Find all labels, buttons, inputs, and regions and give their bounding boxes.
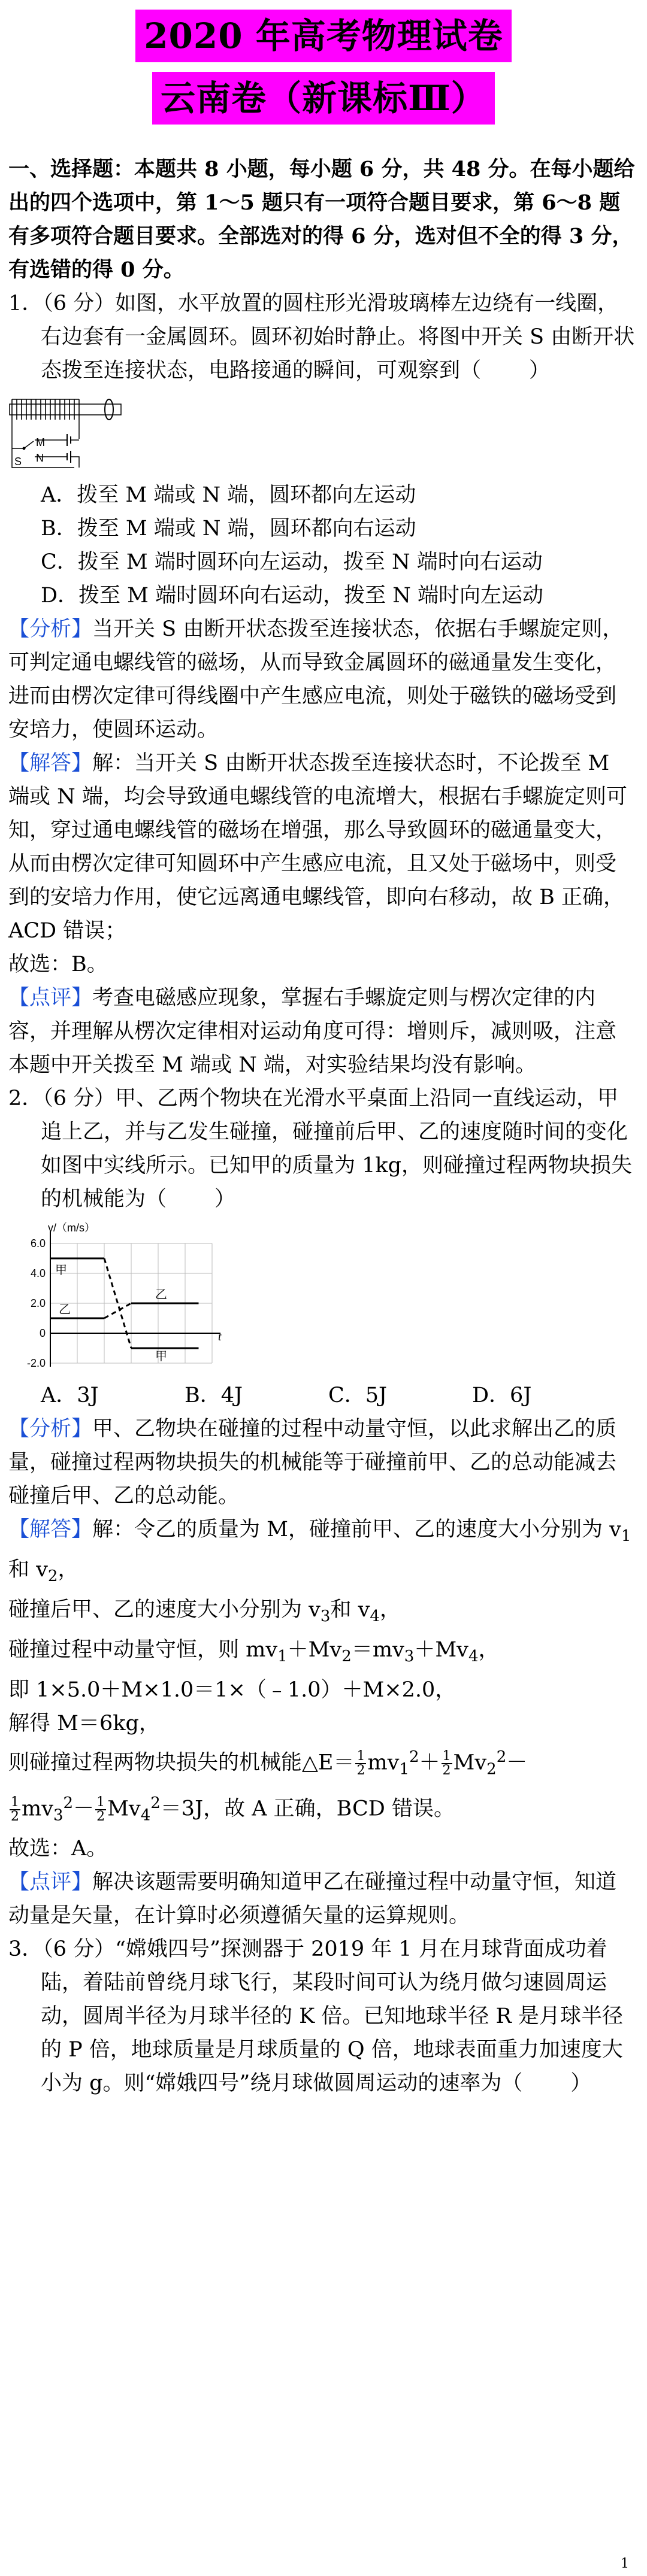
q2-solution-l4: 即 1×5.0＋M×1.0＝1×（﹣1.0）＋M×2.0，: [8, 1678, 456, 1702]
q1-comment-tag: 【点评】: [8, 986, 93, 1010]
q2-comment-text: 解决该题需要明确知道甲乙在碰撞过程中动量守恒，知道动量是矢量，在计算时必须遵循矢量的运算规则。: [8, 1870, 617, 1928]
q1-analysis-tag: 【分析】: [8, 617, 93, 641]
q2-option-c: C．5J: [328, 1383, 388, 1407]
label-n: N: [36, 452, 44, 464]
y-tick-label: 6.0: [30, 1237, 46, 1249]
q1-answer: 故选：B。: [8, 952, 108, 976]
q2-stem-text: 2．（6 分）甲、乙两个物块在光滑水平桌面上沿同一直线运动，甲追上乙，并与乙发生碰撞，碰撞前后甲、乙的速度随时间的变化如图中实线所示。已知甲的质量为 1kg，则碰撞过程两物块损失的机械能为（: [8, 1087, 633, 1211]
q3-stem: [8, 1932, 635, 2100]
chart-ylabel: v/（m/s）: [48, 1222, 95, 1234]
q2-sol-text-2: 碰撞后甲、乙的速度大小分别为 v: [8, 1598, 321, 1622]
q2-option-d: D．6J: [472, 1383, 532, 1407]
q2-analysis: [8, 1412, 635, 1513]
q2-comment: [8, 1865, 635, 1932]
q2-solution-l7: $\frac{1}{2}$ $mv_3^2-$ $\frac{1}{2}$ $Mv_4^2=3J$，故 A 正确，BCD 错误。: [11, 1794, 455, 1825]
document-body: [8, 153, 635, 2100]
title-block: [0, 0, 647, 125]
label-m: M: [36, 436, 45, 448]
q2-sol-text-3: 碰撞过程中动量守恒，则 mv: [8, 1638, 278, 1662]
q3-stem-end: ）: [570, 2071, 592, 2096]
q2-solution-l1: 【解答】解：令乙的质量为 M，碰撞前甲、乙的速度大小分别为 $v_1$和 $v_2$，: [8, 1518, 631, 1585]
q2-answer: 故选：A。: [8, 1837, 108, 1861]
q1-analysis-text: 当开关 S 由断开状态拨至连接状态，依据右手螺旋定则，可判定通电螺线管的磁场，从而导致金属圆环的磁通量发生变化，进而由楞次定律可得线圈中产生感应电流，则处于磁铁的磁场受到安培力，使圆环运动。: [8, 617, 624, 742]
q1-option-c: C．拨至 M 端时圆环向左运动，拨至 N 端时向右运动: [41, 550, 543, 574]
q1-solution-text: 解：当开关 S 由断开状态拨至连接状态时，不论拨至 M 端或 N 端，均会导致通电螺线管的电流增大，根据右手螺旋定则可知，穿过通电螺线管的磁场在增强，那么导致圆环的磁通量变大，从而由楞次定律可知圆环中产生感应电流，且又处于磁场中，则受到的安培力作用，使它远离通电螺线管，即向右移动，故 B 正确，ACD 错误；: [8, 751, 627, 943]
q1-comment-text: 考查电磁感应现象，掌握右手螺旋定则与楞次定律的内容，并理解从楞次定律相对运动角度可得：增则斥，减则吸，注意本题中开关拨至 M 端或 N 端，对实验结果均没有影响。: [8, 986, 617, 1077]
q1-figure: [8, 391, 128, 475]
q1-solution: [8, 747, 635, 948]
switch-icon: [12, 441, 34, 448]
ring-icon: [105, 399, 113, 420]
q2-sol-text-1b: 和 v: [8, 1558, 48, 1582]
q1-option-b: B．拨至 M 端或 N 端，圆环都向右运动: [41, 517, 416, 541]
section-header: 一、选择题：本题共 8 小题，每小题 6 分，共 48 分。在每小题给出的四个选项中，第 1～5 题只有一项符合题目要求，第 6～8 题有多项符合题目要求。全部选对的得 6 分，选对但不全的得 3 分，有选错的得 0 分。: [8, 157, 635, 282]
q2-solution-tag: 【解答】: [8, 1518, 93, 1542]
q2-sol-text-1: 解：令乙的质量为 M，碰撞前甲、乙的速度大小分别为 v: [92, 1518, 621, 1542]
page-number: 1: [621, 2556, 629, 2571]
y-tick-label: 2.0: [30, 1297, 46, 1309]
q1-stem: [8, 287, 635, 387]
q2-stem-end: ）: [214, 1187, 236, 1211]
series-line-yi: [104, 1303, 131, 1318]
q1-option-a: A．拨至 M 端或 N 端，圆环都向左运动: [41, 483, 416, 507]
q2-solution-l2: 碰撞后甲、乙的速度大小分别为 $v_3$和 $v_4$，: [8, 1598, 401, 1625]
q1-analysis: [8, 612, 635, 747]
q1-stem-end: ）: [529, 359, 551, 383]
q1-comment: [8, 981, 635, 1082]
q1-solution-tag: 【解答】: [8, 751, 93, 775]
q2-sol-text-7: ＝3J，故 A 正确，BCD 错误。: [160, 1797, 455, 1821]
series-label-yi: 乙: [59, 1302, 71, 1316]
y-tick-label: -2.0: [26, 1357, 46, 1369]
title-line-2: 云南卷（新课标Ⅲ）: [152, 72, 495, 125]
q2-vt-chart: [8, 1219, 236, 1375]
q2-stem: [8, 1082, 635, 1216]
q2-analysis-text: 甲、乙物块在碰撞的过程中动量守恒，以此求解出乙的质量，碰撞过程两物块损失的机械能等于碰撞前甲、乙的总动能减去碰撞后甲、乙的总动能。: [8, 1417, 617, 1508]
y-tick-label: 0: [39, 1327, 46, 1339]
series-label-jia: 甲: [55, 1263, 67, 1277]
q2-sol-text-3b: ＋Mv: [287, 1638, 342, 1662]
q1-stem-text: 1．（6 分）如图，水平放置的圆柱形光滑玻璃棒左边绕有一线圈，右边套有一金属圆环。圆环初始时静止。将图中开关 S 由断开状态拨至连接状态，电路接通的瞬间，可观察到（: [8, 292, 635, 383]
q2-option-b: B．4J: [185, 1383, 243, 1407]
q2-solution-l5: 解得 M＝6kg，: [8, 1712, 160, 1735]
q3-stem-text: 3．（6 分）“嫦娥四号”探测器于 2019 年 1 月在月球背面成功着陆，着陆前曾绕月球飞行，某段时间可认为绕月做匀速圆周运动，圆周半径为月球半径的 K 倍。已知地球半径 R 是月球半径的 P 倍，地球质量是月球质量的 Q 倍，地球表面重力加速度大小为 g。则“嫦娥四号”绕月球做圆周运动的速率为（: [8, 1937, 624, 2096]
q2-option-a: A．3J: [41, 1383, 99, 1407]
q2-comment-tag: 【点评】: [8, 1870, 93, 1895]
series-label-jia-after: 甲: [155, 1349, 167, 1363]
q2-solution-l6: 则碰撞过程两物块损失的机械能△E＝ $\frac{1}{2}$ $mv_1^2+$ $\frac{1}{2}$ $Mv_2^2-$: [8, 1748, 528, 1779]
chart-xlabel: t: [218, 1330, 222, 1343]
q2-sol-text-3d: ＋Mv: [414, 1638, 468, 1662]
title-line-1: 2020 年高考物理试卷: [135, 10, 512, 62]
q1-option-d: D．拨至 M 端时圆环向右运动，拨至 N 端时向左运动: [41, 584, 544, 608]
label-s: S: [14, 456, 22, 468]
q2-sol-text-6: 则碰撞过程两物块损失的机械能△E＝: [8, 1750, 355, 1775]
q2-sol-text-2b: 和 v: [330, 1598, 370, 1622]
q2-options: [8, 1379, 635, 1412]
y-tick-label: 4.0: [30, 1267, 46, 1279]
q2-analysis-tag: 【分析】: [8, 1417, 93, 1441]
series-label-yi-after: 乙: [155, 1287, 167, 1301]
q2-sol-text-3c: ＝mv: [351, 1638, 404, 1662]
coil-icon: [12, 399, 79, 420]
q2-solution-l3: 碰撞过程中动量守恒，则 $mv_1+Mv_2=mv_3+Mv_4$，: [8, 1638, 500, 1665]
